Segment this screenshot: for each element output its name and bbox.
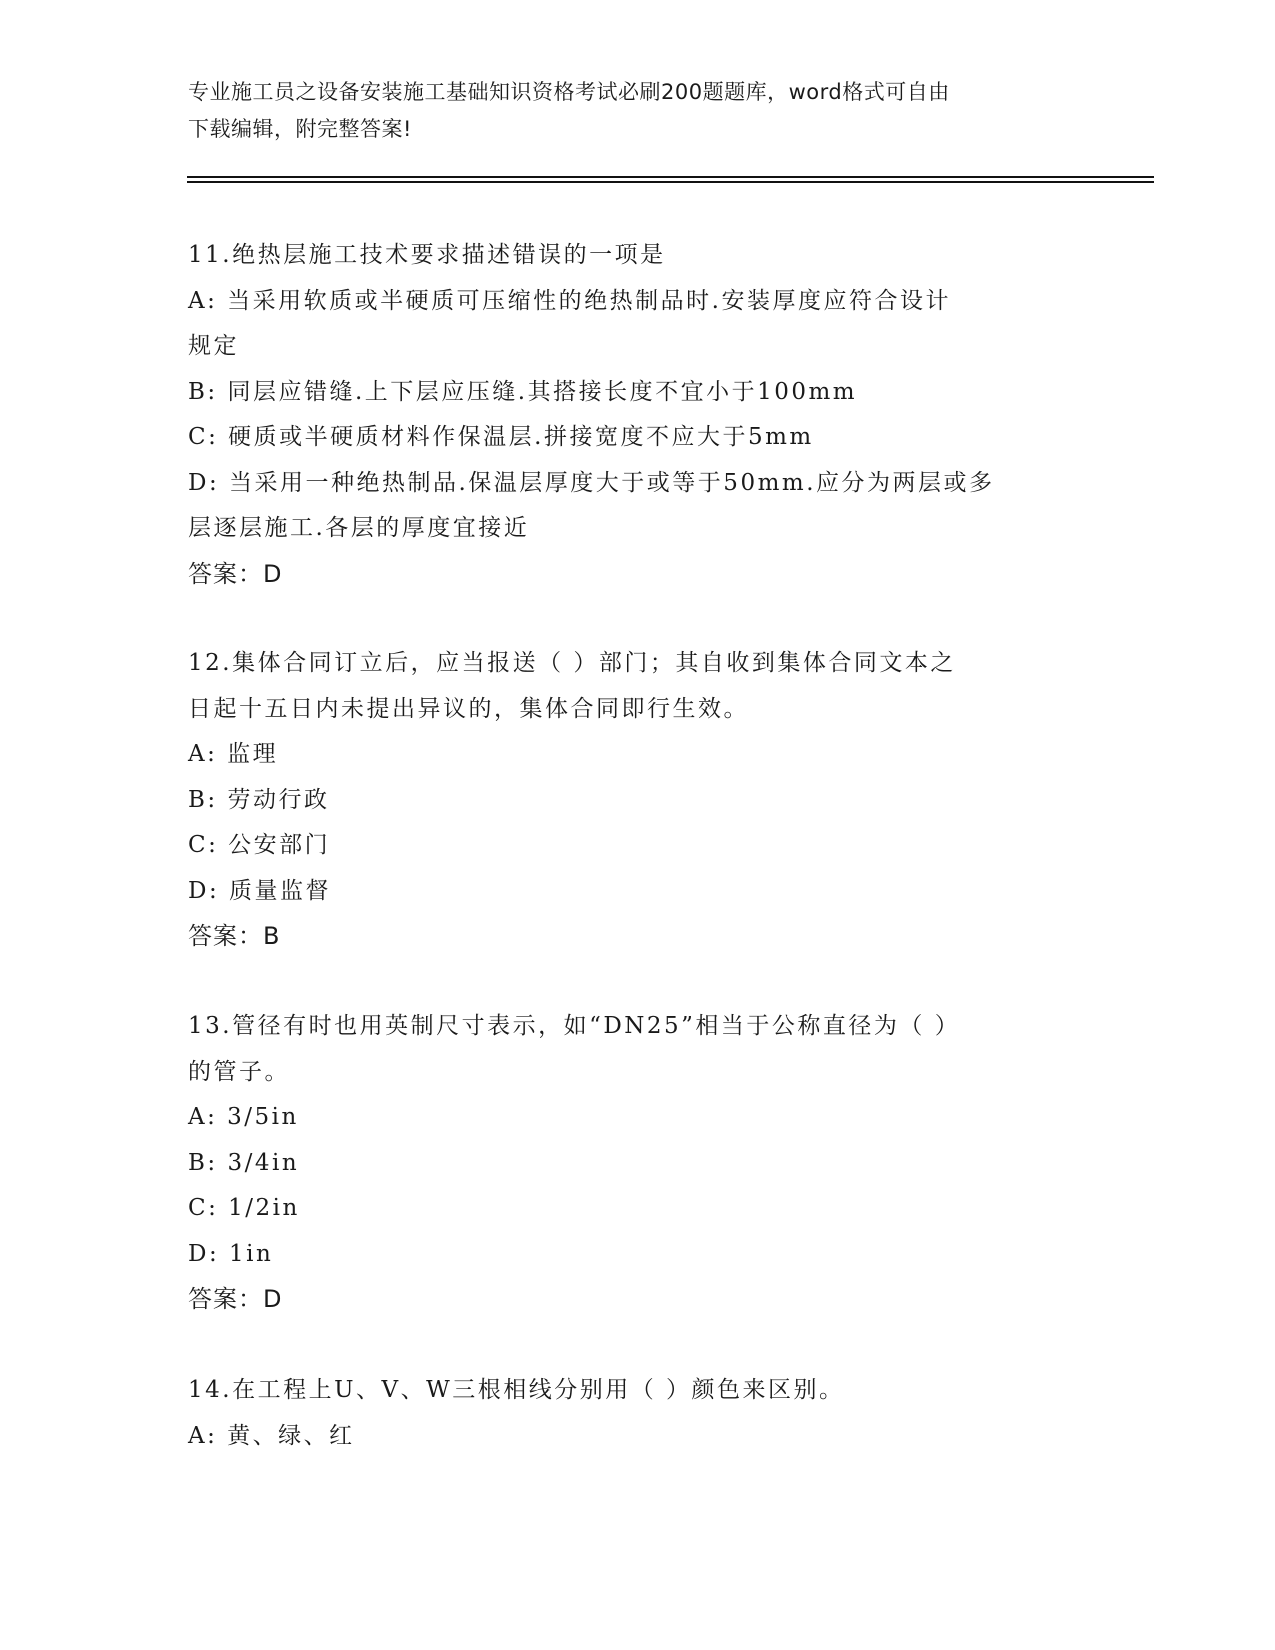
- question-11: [188, 233, 1088, 597]
- option-a: A: 黄、绿、红: [188, 1422, 355, 1449]
- option-a: A: 3/5in: [188, 1104, 299, 1130]
- option-c: C: 1/2in: [188, 1195, 300, 1221]
- answer: 答案：D: [188, 559, 283, 588]
- option-a: A: 监理: [188, 741, 279, 767]
- question-stem: 11.绝热层施工技术要求描述错误的一项是: [188, 242, 666, 268]
- question-stem-continued: 的管子。: [188, 1058, 290, 1085]
- option-d: D: 当采用一种绝热制品.保温层厚度大于或等于50mm.应分为两层或多: [188, 469, 995, 496]
- header-divider-bottom: [187, 181, 1154, 183]
- option-a: A: 当采用软质或半硬质可压缩性的绝热制品时.安装厚度应符合设计: [188, 287, 951, 314]
- question-stem-continued: 日起十五日内未提出异议的，集体合同即行生效。: [188, 695, 749, 722]
- question-12: [188, 641, 1088, 960]
- option-c: C: 硬质或半硬质材料作保温层.拼接宽度不应大于5mm: [188, 424, 814, 450]
- option-d: D: 1in: [188, 1240, 274, 1267]
- option-b: B: 劳动行政: [188, 786, 330, 813]
- option-d-continued: 层逐层施工.各层的厚度宜接近: [188, 515, 530, 541]
- question-stem: 12.集体合同订立后，应当报送（ ）部门；其自收到集体合同文本之: [188, 650, 956, 676]
- question-stem: 13.管径有时也用英制尺寸表示，如“DN25”相当于公称直径为（ ）: [188, 1013, 961, 1039]
- question-13: [188, 1004, 1088, 1323]
- question-stem: 14.在工程上U、V、W三根相线分别用（ ）颜色来区别。: [188, 1377, 845, 1403]
- option-c: C: 公安部门: [188, 832, 331, 858]
- header-line-2: 下载编辑，附完整答案!: [188, 117, 412, 141]
- answer: 答案：B: [188, 922, 281, 950]
- option-b: B: 同层应错缝.上下层应压缝.其搭接长度不宜小于100mm: [188, 378, 858, 405]
- option-a-continued: 规定: [188, 333, 239, 359]
- header-line-1: 专业施工员之设备安装施工基础知识资格考试必刷200题题库，word格式可自由: [188, 80, 950, 104]
- header-divider-top: [187, 176, 1154, 178]
- document-header: [188, 74, 1088, 148]
- question-14: [188, 1368, 1088, 1459]
- option-d: D: 质量监督: [188, 877, 332, 904]
- option-b: B: 3/4in: [188, 1149, 300, 1176]
- answer: 答案：D: [188, 1285, 283, 1313]
